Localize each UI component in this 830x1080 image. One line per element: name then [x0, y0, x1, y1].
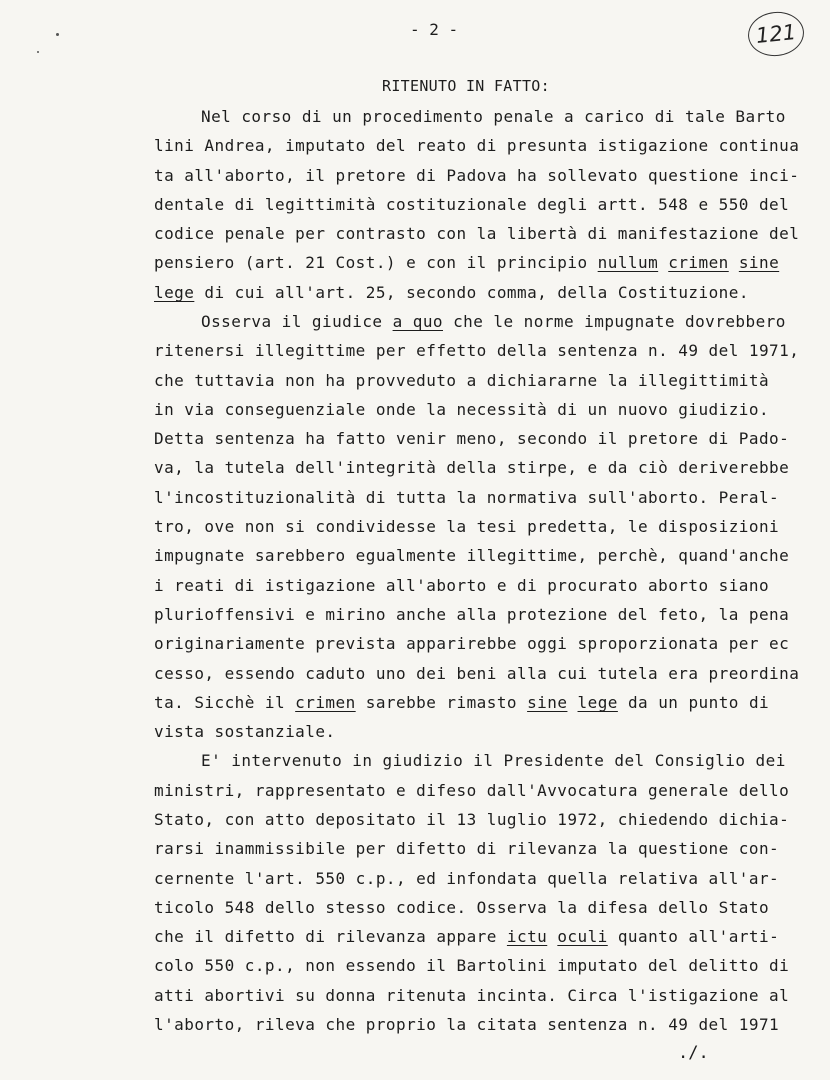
continuation-mark: ./. [678, 1043, 709, 1063]
text-line: E' intervenuto in giudizio il Presidente del Consiglio dei [201, 751, 786, 770]
text-line: Detta sentenza ha fatto venir meno, secondo il pretore di Pado- [154, 429, 790, 448]
text-line: lege di cui all'art. 25, secondo comma, della Costituzione. [154, 283, 749, 302]
text-line: pensiero (art. 21 Cost.) e con il principio nullum crimen sine [154, 253, 780, 272]
text-line: Stato, con atto depositato il 13 luglio 1972, chiedendo dichia- [154, 810, 790, 829]
scan-speck [56, 33, 59, 36]
text-line: ritenersi illegittime per effetto della sentenza n. 49 del 1971, [154, 341, 800, 360]
text-line: l'incostituzionalità di tutta la normativa sull'aborto. Peral- [154, 488, 780, 507]
text-line: originariamente prevista apparirebbe oggi sproporzionata per ec [154, 634, 790, 653]
text-line: Nel corso di un procedimento penale a carico di tale Barto [201, 107, 786, 126]
scan-speck [37, 51, 39, 53]
text-line: cesso, essendo caduto uno dei beni alla cui tutela era preordina [154, 664, 800, 683]
text-line: Osserva il giudice a quo che le norme impugnate dovrebbero [201, 312, 786, 331]
page-stamp: 121 [746, 9, 806, 59]
text-line: impugnate sarebbero egualmente illegittime, perchè, quand'anche [154, 546, 790, 565]
section-heading: RITENUTO IN FATTO: [382, 77, 550, 95]
text-line: vista sostanziale. [154, 722, 336, 741]
text-line: ministri, rappresentato e difeso dall'Avvocatura generale dello [154, 781, 790, 800]
text-line: plurioffensivi e mirino anche alla protezione del feto, la pena [154, 605, 790, 624]
text-line: codice penale per contrasto con la libertà di manifestazione del [154, 224, 800, 243]
text-line: ta all'aborto, il pretore di Padova ha sollevato questione inci- [154, 166, 800, 185]
text-line: ticolo 548 dello stesso codice. Osserva la difesa dello Stato [154, 898, 770, 917]
text-line: colo 550 c.p., non essendo il Bartolini imputato del delitto di [154, 956, 790, 975]
text-line: i reati di istigazione all'aborto e di procurato aborto siano [154, 576, 770, 595]
text-line: atti abortivi su donna ritenuta incinta. Circa l'istigazione al [154, 986, 790, 1005]
page-number: - 2 - [410, 20, 459, 39]
text-line: in via conseguenziale onde la necessità di un nuovo giudizio. [154, 400, 770, 419]
text-line: rarsi inammissibile per difetto di rilevanza la questione con- [154, 839, 780, 858]
text-line: l'aborto, rileva che proprio la citata sentenza n. 49 del 1971 [154, 1015, 780, 1034]
text-line: lini Andrea, imputato del reato di presunta istigazione continua [154, 136, 800, 155]
text-line: va, la tutela dell'integrità della stirpe, e da ciò deriverebbe [154, 458, 790, 477]
text-line: cernente l'art. 550 c.p., ed infondata quella relativa all'ar- [154, 869, 780, 888]
text-line: tro, ove non si condividesse la tesi predetta, le disposizioni [154, 517, 780, 536]
text-line: che tuttavia non ha provveduto a dichiararne la illegittimità [154, 371, 770, 390]
text-line: ta. Sicchè il crimen sarebbe rimasto sine lege da un punto di [154, 693, 770, 712]
text-line: che il difetto di rilevanza appare ictu oculi quanto all'arti- [154, 927, 780, 946]
text-line: dentale di legittimità costituzionale degli artt. 548 e 550 del [154, 195, 790, 214]
